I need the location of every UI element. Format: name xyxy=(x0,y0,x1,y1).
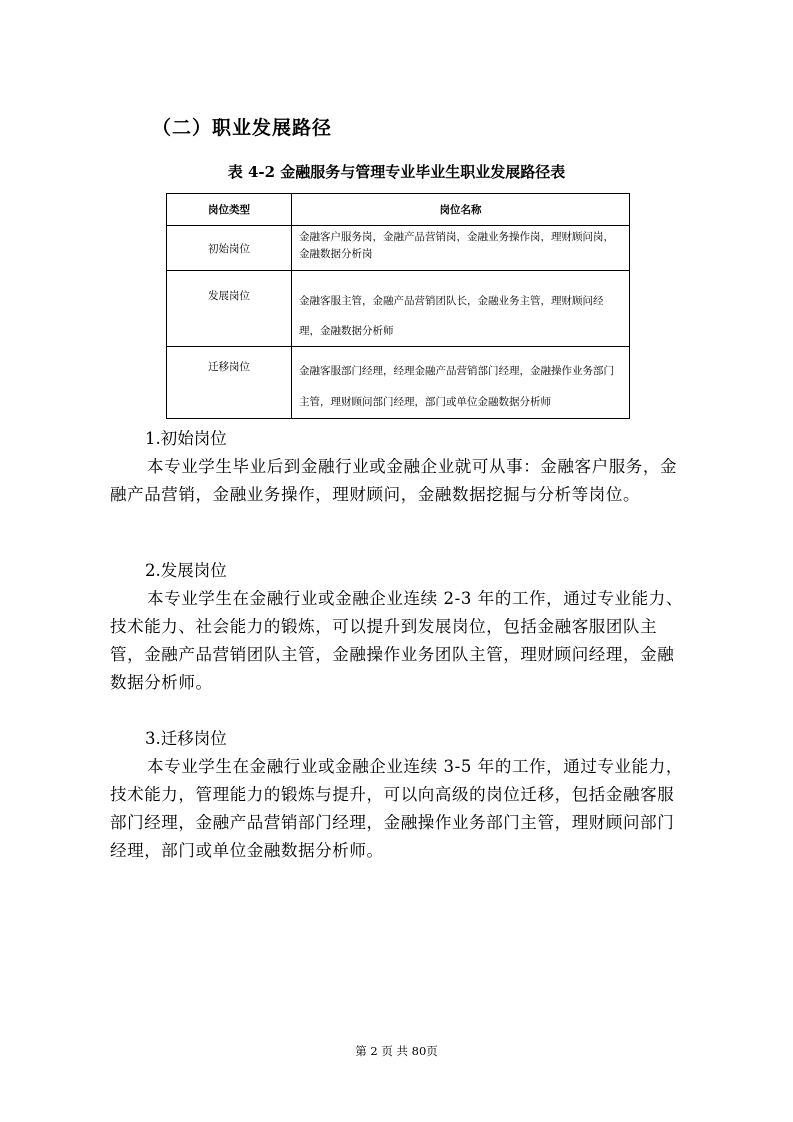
body-section-migration xyxy=(110,725,690,865)
post-type-text: 迁移岗位 xyxy=(208,361,250,373)
body-section-development xyxy=(110,557,690,697)
page-number-footer: 第 2 页 共 80页 xyxy=(355,1044,438,1058)
table-row xyxy=(167,226,630,271)
post-type-cell xyxy=(167,271,292,347)
paragraph-initial-post: 本专业学生毕业后到金融行业或金融企业就可从事：金融客户服务，金融产品营销，金融业务操作，理财顾问，金融数据挖掘与分析等岗位。 xyxy=(110,457,678,504)
post-type-text: 发展岗位 xyxy=(208,290,250,302)
table-row xyxy=(167,347,630,419)
post-type-text: 初始岗位 xyxy=(208,243,250,255)
post-names-cell xyxy=(292,347,630,419)
table-header-row xyxy=(167,194,630,226)
post-type-cell xyxy=(167,347,292,419)
post-names-cell xyxy=(292,226,630,271)
body-section-initial xyxy=(110,425,690,509)
post-names-cell xyxy=(292,271,630,347)
section-heading: （二）职业发展路径 xyxy=(152,117,333,139)
post-names-text: 金融客服主管，金融产品营销团队长，金融业务主管，理财顾问经理，金融数据分析师 xyxy=(299,295,604,337)
subheading-migration-post: 3.迁移岗位 xyxy=(145,729,227,748)
header-post-type: 岗位类型 xyxy=(167,194,292,226)
post-type-cell xyxy=(167,226,292,271)
post-names-text: 金融客服部门经理，经理金融产品营销部门经理，金融操作业务部门主管，理财顾问部门经理，部门或单位金融数据分析师 xyxy=(299,365,614,408)
paragraph-development-post: 本专业学生在金融行业或金融企业连续 2-3 年的工作，通过专业能力、技术能力、社会能力的锻炼，可以提升到发展岗位，包括金融客服团队主管，金融产品营销团队主管，金融操作业务团队主管，理财顾问经理，金融数据分析师。 xyxy=(110,589,683,692)
subheading-development-post: 2.发展岗位 xyxy=(145,561,227,580)
table-row xyxy=(167,271,630,347)
post-names-text: 金融客户服务岗，金融产品营销岗，金融业务操作岗，理财顾问岗，金融数据分析岗 xyxy=(299,231,614,260)
paragraph-migration-post: 本专业学生在金融行业或金融企业连续 3-5 年的工作，通过专业能力，技术能力，管理能力的锻炼与提升，可以向高级的岗位迁移，包括金融客服部门经理，金融产品营销部门经理，金融操作业务部门主管，理财顾问部门经理，部门或单位金融数据分析师。 xyxy=(110,757,683,860)
table-caption: 表 4-2 金融服务与管理专业毕业生职业发展路径表 xyxy=(227,163,566,181)
career-path-table xyxy=(166,193,630,419)
header-post-names: 岗位名称 xyxy=(292,194,630,226)
subheading-initial-post: 1.初始岗位 xyxy=(145,429,227,448)
